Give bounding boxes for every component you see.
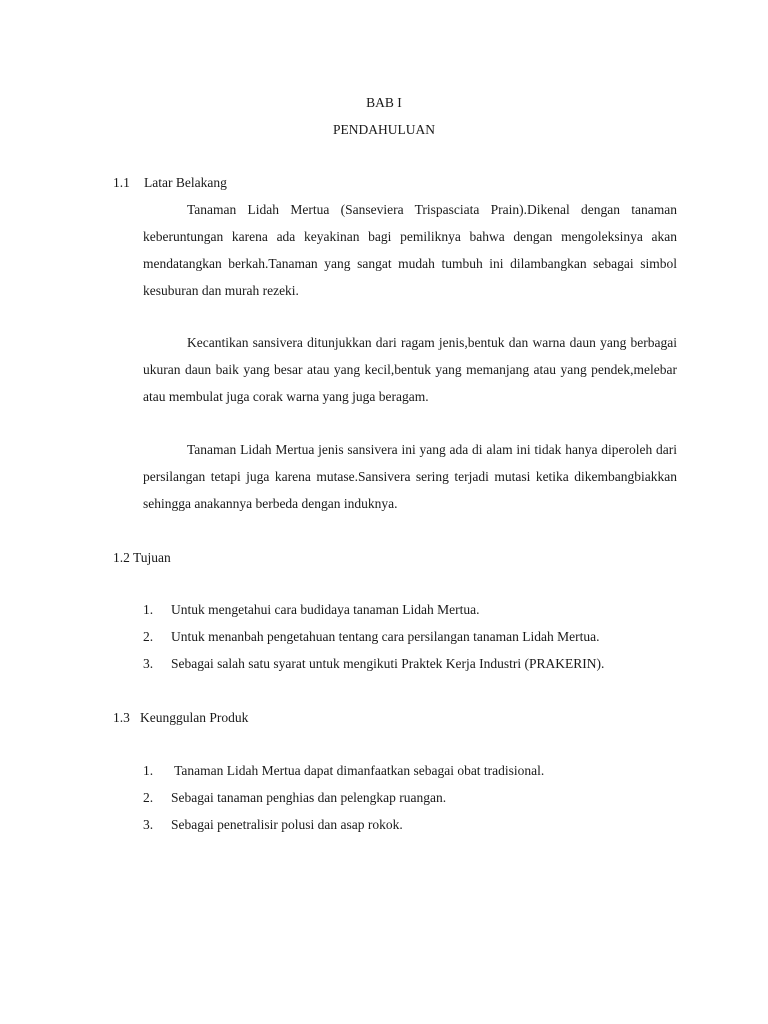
list-text: Tanaman Lidah Mertua dapat dimanfaatkan sebagai obat tradisional.	[171, 763, 545, 778]
list-marker: 2.	[143, 790, 154, 805]
section-heading-tujuan	[113, 550, 171, 566]
list-marker: 2.	[143, 629, 154, 644]
paragraph: Tanaman Lidah Mertua jenis sansivera ini yang ada di alam ini tidak hanya diperoleh dari persilangan tetapi juga karena mutase.Sansivera sering terjadi mutasi ketika dikembangbiakkan sehingga anakannya berbeda dengan induknya.	[143, 442, 677, 511]
list-item	[143, 817, 403, 833]
section-heading-keunggulan-produk	[113, 710, 248, 726]
paragraph: Tanaman Lidah Mertua (Sanseviera Trispasciata Prain).Dikenal dengan tanaman keberuntungan karena ada keyakinan bagi pemiliknya bahwa dengan mengoleksinya akan mendatangkan berkah.Tanaman yang sangat mudah tumbuh ini dilambangkan sebagai simbol kesuburan dan murah rezeki.	[143, 202, 677, 298]
list-marker: 1.	[143, 602, 154, 617]
list-marker: 1.	[143, 763, 154, 778]
paragraph: Kecantikan sansivera ditunjukkan dari ragam jenis,bentuk dan warna daun yang berbagai ukuran daun baik yang besar atau yang kecil,bentuk yang memanjang atau yang pendek,melebar atau membulat juga corak warna yang juga beragam.	[143, 335, 677, 404]
chapter-title: PENDAHULUAN	[333, 122, 435, 137]
section-number: 1.1	[113, 175, 130, 190]
list-item	[143, 790, 446, 806]
list-text: Untuk mengetahui cara budidaya tanaman Lidah Mertua.	[171, 602, 480, 617]
list-item	[143, 656, 604, 672]
list-marker: 3.	[143, 817, 154, 832]
section-title: Latar Belakang	[144, 175, 227, 190]
list-item	[143, 629, 599, 645]
section-number: 1.3	[113, 710, 130, 725]
section-title: Keunggulan Produk	[140, 710, 249, 725]
list-text: Sebagai penetralisir polusi dan asap rokok.	[171, 817, 403, 832]
list-text: Untuk menanbah pengetahuan tentang cara persilangan tanaman Lidah Mertua.	[171, 629, 600, 644]
section-number: 1.2	[113, 550, 130, 565]
chapter-number: BAB I	[366, 95, 402, 110]
section-title: Tujuan	[133, 550, 171, 565]
section-heading-latar-belakang	[113, 175, 227, 191]
list-marker: 3.	[143, 656, 154, 671]
list-item	[143, 602, 480, 618]
list-text: Sebagai salah satu syarat untuk mengikuti Praktek Kerja Industri (PRAKERIN).	[171, 656, 605, 671]
list-text: Sebagai tanaman penghias dan pelengkap ruangan.	[171, 790, 447, 805]
list-item	[143, 763, 544, 779]
